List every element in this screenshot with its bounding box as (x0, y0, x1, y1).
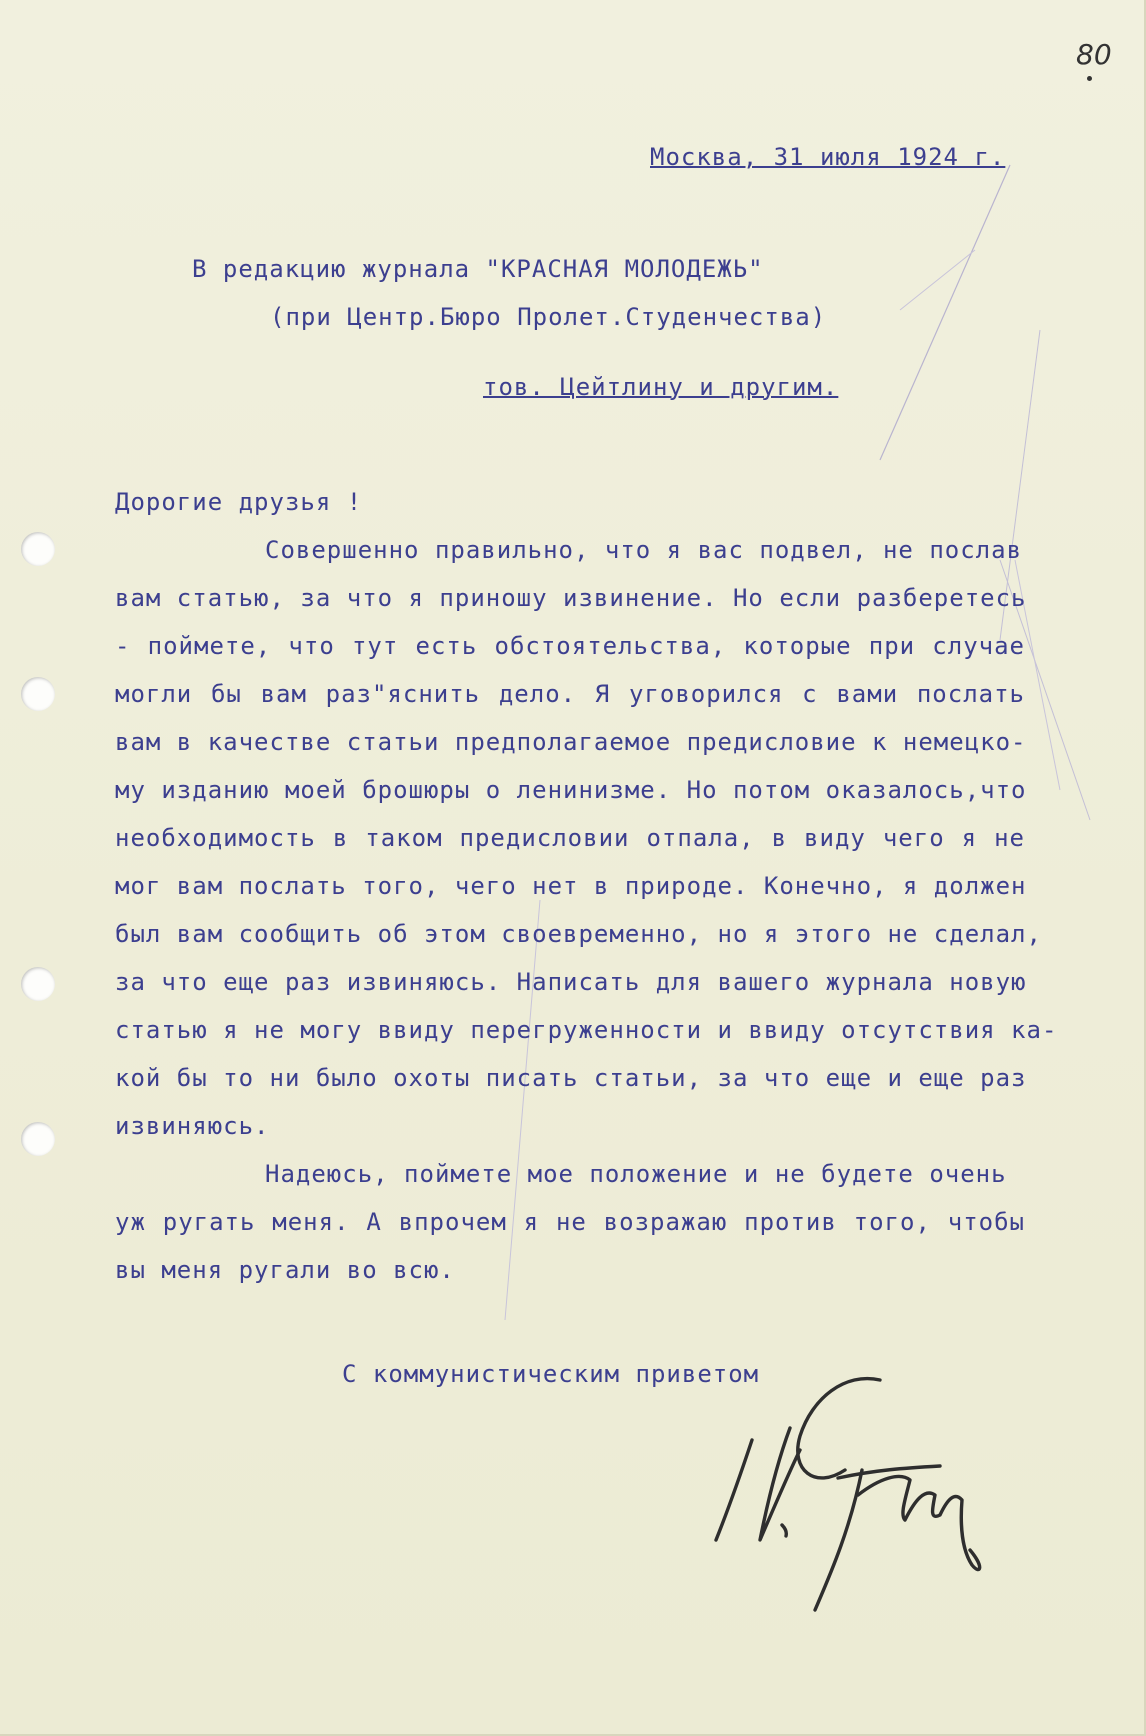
body-line: уж ругать меня. А впрочем я не возражаю против того, чтобы (115, 1208, 1025, 1236)
body-line: Совершенно правильно, что я вас подвел, не послав (265, 536, 1023, 564)
body-line: му изданию моей брошюры о ленинизме. Но потом оказалось,что (115, 776, 1027, 804)
punch-hole (21, 1122, 55, 1156)
body-line: мог вам послать того, чего нет в природе. Конечно, я должен (115, 872, 1027, 900)
folio-mark (1087, 76, 1092, 81)
body-line: вам в качестве статьи предполагаемое предисловие к немецко- (115, 728, 1027, 756)
salutation: Дорогие друзья ! (115, 488, 363, 516)
body-line: был вам сообщить об этом своевременно, но я этого не сделал, (115, 920, 1042, 948)
body-line: вы меня ругали во всю. (115, 1256, 455, 1284)
body-line: Надеюсь, поймете мое положение и не будете очень (265, 1160, 1007, 1188)
body-line: извиняюсь. (115, 1112, 270, 1140)
closing-line: С коммунистическим приветом (342, 1360, 760, 1388)
body-line: кой бы то ни было охоты писать статьи, за что еще и еще раз (115, 1064, 1027, 1092)
address-line: В редакцию журнала "КРАСНАЯ МОЛОДЕЖЬ" (192, 255, 764, 283)
body-line: - поймете, что тут есть обстоятельства, которые при случае (115, 632, 1025, 660)
punch-hole (21, 967, 55, 1001)
punch-hole (21, 532, 55, 566)
address-line: (при Центр.Бюро Пролет.Студенчества) (270, 303, 827, 331)
body-line: могли бы вам раз"яснить дело. Я уговорился с вами послать (115, 680, 1025, 708)
date-line: Москва, 31 июля 1924 г. (650, 143, 1006, 171)
punch-hole (21, 677, 55, 711)
body-line: необходимость в таком предисловии отпала, в виду чего я не (115, 824, 1025, 852)
body-line: за что еще раз извиняюсь. Написать для вашего журнала новую (115, 968, 1027, 996)
recipient-line: тов. Цейтлину и другим. (483, 373, 839, 401)
body-line: статью я не могу ввиду перегруженности и ввиду отсутствия ка- (115, 1016, 1058, 1044)
body-line: вам статью, за что я приношу извинение. Но если разберетесь (115, 584, 1027, 612)
folio-number: 80 (1076, 38, 1112, 71)
